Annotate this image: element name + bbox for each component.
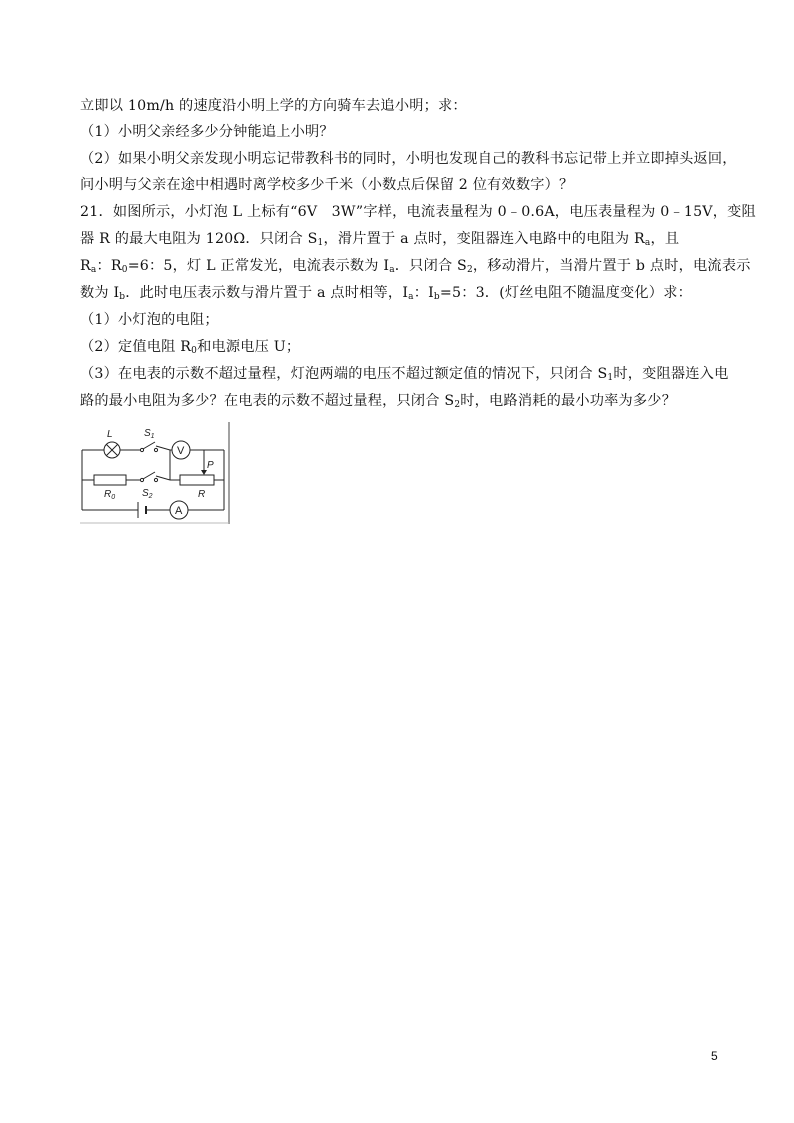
p20-question-2-line2: 问小明与父亲在途中相遇时离学校多少千米（小数点后保留 2 位有效数字）？ [80,177,574,193]
switch-s2-label: $S_2$ [142,488,153,500]
switch-s1-label: $S_1$ [144,428,155,440]
page-number: 5 [711,1049,718,1063]
rheostat-r-label: R [198,489,206,500]
slider-p-label: P [207,460,214,471]
switch-s1-icon [140,442,157,452]
battery-icon [138,502,146,518]
rheostat-r-icon [180,475,214,485]
lamp-icon [104,442,120,458]
lamp-label: L [107,429,113,440]
p21-line3: $R_a$：$R_0=6$：5，灯 L 正常发光，电流表示数为 $I_a$．只闭合 $S_2$，移动滑片，当滑片置于 b 点时，电流表示 [80,258,751,275]
p20-question-1: （1）小明父亲经多少分钟能追上小明？ [80,124,334,140]
voltmeter-label: V [177,445,185,457]
switch-s2-icon [140,472,157,482]
p21-line2: 器 R 的最大电阻为 120Ω．只闭合 $S_1$，滑片置于 a 点时，变阻器连入电路中的电阻为 $R_a$，且 [80,231,680,248]
resistor-r0-label: $R_0$ [104,489,116,501]
p21-question-2: （2）定值电阻 $R_0$和电源电压 U； [80,339,301,356]
p21-question-1: （1）小灯泡的电阻； [80,312,219,328]
ammeter-label: A [175,505,183,517]
p21-line4: 数为 $I_b$．此时电压表示数与滑片置于 a 点时相等，$I_a$：$I_b=5$：3．(灯丝电阻不随温度变化）求： [80,285,692,302]
p21-question-3-line1: （3）在电表的示数不超过量程，灯泡两端的电压不超过额定值的情况下，只闭合 $S_1$时，变阻器连入电 [80,366,729,383]
p20-line1: 立即以 10m/h 的速度沿小明上学的方向骑车去追小明；求： [80,98,467,114]
p21-question-3-line2: 路的最小电阻为多少？在电表的示数不超过量程，只闭合 $S_2$时，电路消耗的最小功率为多少？ [80,393,677,410]
resistor-r0-icon [94,475,126,485]
circuit-diagram [80,422,232,526]
p20-question-2-line1: （2）如果小明父亲发现小明忘记带教科书的同时，小明也发现自己的教科书忘记带上并立即掉头返回， [80,151,737,167]
p21-line1: 21．如图所示，小灯泡 L 上标有“6V 3W”字样，电流表量程为 0﹣0.6A，电压表量程为 0﹣15V，变阻 [80,204,756,220]
